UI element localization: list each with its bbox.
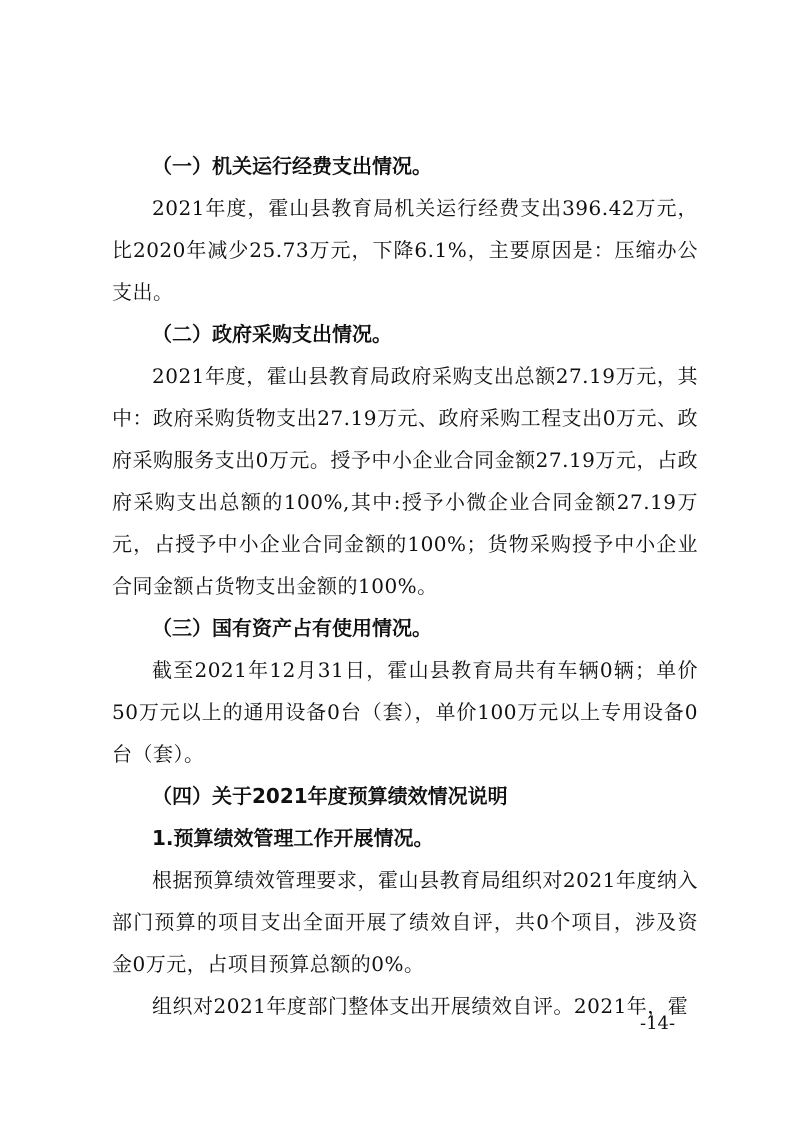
section-heading-government-procurement: （二）政府采购支出情况。: [152, 322, 392, 346]
paragraph-overall-expenditure-evaluation: 组织对2021年度部门整体支出开展绩效自评。2021年，霍: [152, 994, 689, 1018]
section-heading-budget-performance: （四）关于2021年度预算绩效情况说明: [152, 784, 508, 808]
paragraph-government-procurement: 2021年度，霍山县教育局政府采购支出总额27.19万元，其中：政府采购货物支出27.19万元、政府采购工程支出0万元、政府采购服务支出0万元。授予中小企业合同金额27.19万元，占政府采购支出总额的100%,其中:授予小微企业合同金额27.19万元，占授予中小企业合同金额的100%；货物采购授予中小企业合同金额占货物支出金额的100%。: [112, 364, 698, 598]
section-heading-state-assets: （三）国有资产占有使用情况。: [152, 616, 432, 640]
document-body: [112, 145, 698, 1027]
section-heading-performance-management: 1.预算绩效管理工作开展情况。: [152, 826, 434, 850]
paragraph-operating-expenses: 2021年度，霍山县教育局机关运行经费支出396.42万元，比2020年减少25.73万元，下降6.1%，主要原因是：压缩办公支出。: [112, 196, 698, 304]
paragraph-state-assets: 截至2021年12月31日，霍山县教育局共有车辆0辆；单价50万元以上的通用设备0台（套），单价100万元以上专用设备0台（套）。: [112, 658, 698, 766]
section-heading-operating-expenses: （一）机关运行经费支出情况。: [152, 154, 432, 178]
paragraph-performance-management: 根据预算绩效管理要求，霍山县教育局组织对2021年度纳入部门预算的项目支出全面开展了绩效自评，共0个项目，涉及资金0万元，占项目预算总额的0%。: [112, 868, 698, 976]
page-number: -14-: [640, 1013, 676, 1034]
